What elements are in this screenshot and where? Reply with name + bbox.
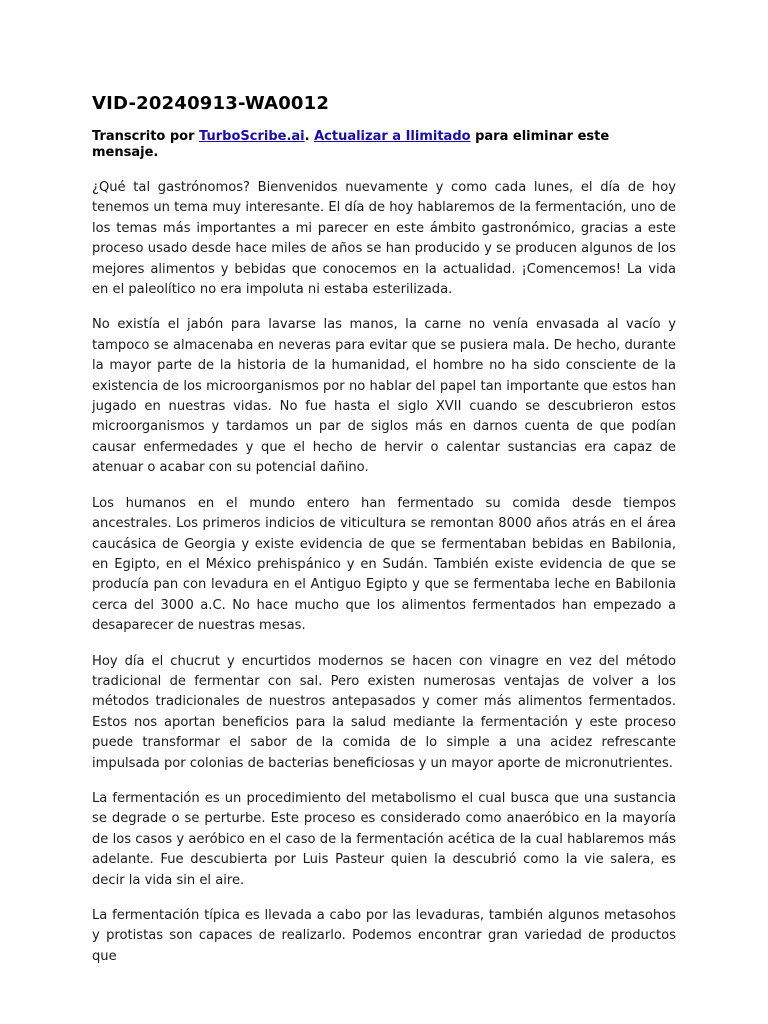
paragraph: Los humanos en el mundo entero han fermentado su comida desde tiempos ancestrales. Los primeros indicios de viticultura se remontan 8000 años atrás en el área caucásica de Georgia y existe evidencia de que se fermentaban bebidas en Babilonia, en Egipto, en el México prehispánico y en Sudán. También existe evidencia de que se producía pan con levadura en el Antiguo Egipto y que se fermentaba leche en Babilonia cerca del 3000 a.C. No hace mucho que los alimentos fermentados han empezado a desaparecer de nuestras mesas. (92, 495, 676, 634)
document-page (92, 93, 676, 967)
paragraph: No existía el jabón para lavarse las manos, la carne no venía envasada al vacío y tampoco se almacenaba en neveras para evitar que se pusiera mala. De hecho, durante la mayor parte de la historia de la humanidad, el hombre no ha sido consciente de la existencia de los microorganismos por no hablar del papel tan importante que estos han jugado en nuestras vidas. No fue hasta el siglo XVII cuando se descubrieron estos microorganismos y tardamos un par de siglos más en darnos cuenta de que podían causar enfermedades y que el hecho de hervir o calentar sustancias era capaz de atenuar o acabar con su potencial dañino. (92, 317, 676, 476)
paragraph: La fermentación típica es llevada a cabo por las levaduras, también algunos metasohos y protistas son capaces de realizarlo. Podemos encontrar gran variedad de productos que (92, 908, 676, 964)
notice-prefix: Transcrito por (92, 129, 200, 144)
turboscribe-link[interactable]: TurboScribe.ai (199, 129, 305, 144)
upgrade-unlimited-link[interactable]: Actualizar a Ilimitado (314, 129, 471, 144)
notice-suffix: para eliminar este mensaje. (92, 129, 610, 160)
transcription-notice (92, 129, 676, 161)
document-title: VID-20240913-WA0012 (92, 93, 330, 114)
paragraph: Hoy día el chucrut y encurtidos modernos se hacen con vinagre en vez del método tradicional de fermentar con sal. Pero existen numerosas ventajas de volver a los métodos tradicionales de nuestros antepasados y comer más alimentos fermentados. Estos nos aportan beneficios para la salud mediante la fermentación y este proceso puede transformar el sabor de la comida de lo simple a una acidez refrescante impulsada por colonias de bacterias beneficiosas y un mayor aporte de micronutrientes. (92, 653, 676, 771)
paragraph: La fermentación es un procedimiento del metabolismo el cual busca que una sustancia se degrade o se perturbe. Este proceso es considerado como anaeróbico en la mayoría de los casos y aeróbico en el caso de la fermentación acética de la cual hablaremos más adelante. Fue descubierta por Luis Pasteur quien la descubrió como la vie salera, es decir la vida sin el aire. (92, 790, 676, 888)
notice-separator: . (304, 129, 315, 144)
paragraph: ¿Qué tal gastrónomos? Bienvenidos nuevamente y como cada lunes, el día de hoy tenemos un tema muy interesante. El día de hoy hablaremos de la fermentación, uno de los temas más importantes a mi parecer en este ámbito gastronómico, gracias a este proceso usado desde hace miles de años se han producido y se producen algunos de los mejores alimentos y bebidas que conocemos en la actualidad. ¡Comencemos! La vida en el paleolítico no era impoluta ni estaba esterilizada. (92, 180, 676, 298)
